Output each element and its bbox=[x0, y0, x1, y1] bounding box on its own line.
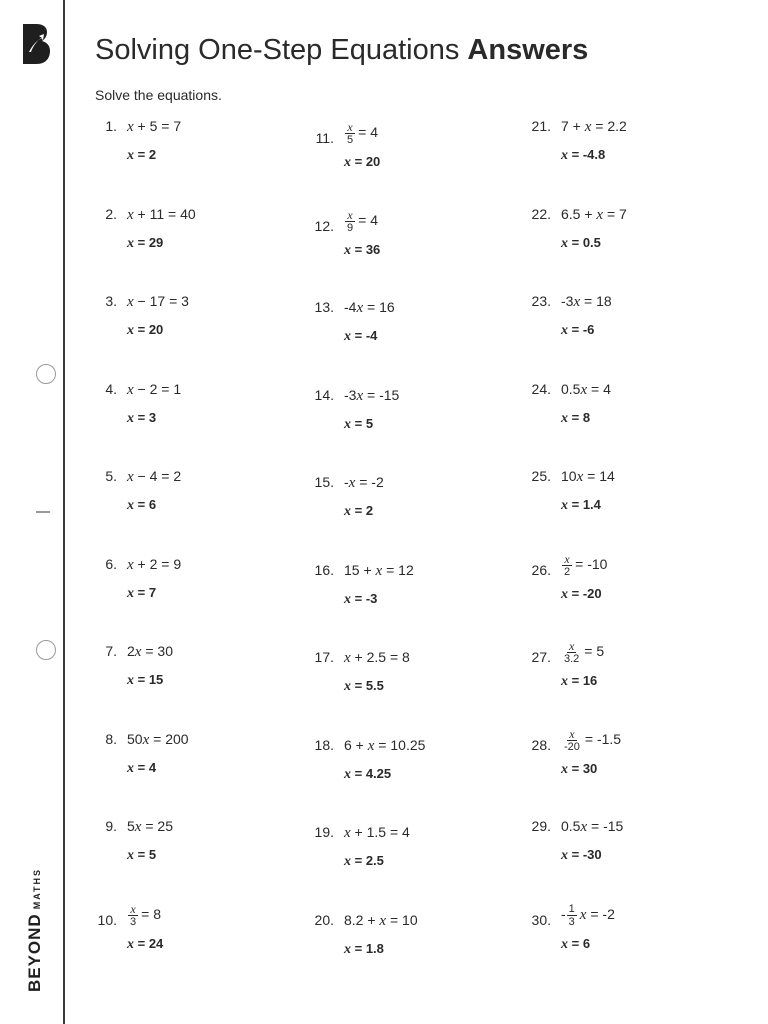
question-equation: -x = -2 bbox=[344, 474, 384, 491]
title-answers: Answers bbox=[467, 34, 589, 66]
question-number: 13. bbox=[314, 299, 334, 315]
question-number: 24. bbox=[531, 380, 551, 397]
question-equation: x + 1.5 = 4 bbox=[344, 824, 410, 841]
question-equation: x + 5 = 7 bbox=[127, 118, 182, 135]
fraction bbox=[562, 728, 582, 753]
question-equation: 5x = 25 bbox=[127, 818, 173, 835]
title-main: Solving One-Step Equations bbox=[95, 34, 460, 66]
question-equation: x − 2 = 1 bbox=[127, 380, 182, 398]
answer: x = 3 bbox=[127, 409, 157, 426]
question-number: 14. bbox=[314, 386, 334, 403]
answer: x = 16 bbox=[561, 673, 598, 689]
answer: x = 24 bbox=[127, 935, 164, 952]
question-number: 27. bbox=[531, 649, 551, 665]
answer: x = 6 bbox=[561, 935, 591, 952]
fraction-denominator: -20 bbox=[564, 740, 580, 753]
answer: x = 8 bbox=[561, 409, 591, 426]
fraction bbox=[345, 121, 355, 146]
binder-hole-bottom bbox=[36, 640, 56, 660]
question-equation: $\frac{x}{5}$ = 4 bbox=[347, 120, 378, 146]
question-number: 26. bbox=[531, 561, 551, 578]
fraction-denominator: 5 bbox=[347, 134, 354, 146]
brand-word-beyond: BEYOND bbox=[25, 913, 44, 993]
question-number: 3. bbox=[105, 293, 117, 309]
question-number: 10. bbox=[97, 911, 117, 928]
question-equation: $\frac{x}{3.2}$ = 5 bbox=[564, 639, 605, 665]
question-number: 15. bbox=[314, 474, 334, 490]
question-number: 11. bbox=[315, 130, 334, 146]
answer: x = -20 bbox=[561, 585, 602, 602]
answer: x = 0.5 bbox=[561, 234, 601, 251]
question-equation: 6 + x = 10.25 bbox=[344, 736, 426, 754]
question-equation: x − 17 = 3 bbox=[127, 293, 189, 310]
binder-hole-top bbox=[36, 364, 56, 384]
question-number: 20. bbox=[314, 911, 334, 928]
question-equation: x − 4 = 2 bbox=[127, 468, 182, 485]
question-number: 4. bbox=[105, 380, 117, 397]
answer: x = 1.8 bbox=[344, 940, 384, 957]
question-equation: 50x = 200 bbox=[127, 730, 189, 748]
fraction bbox=[345, 209, 355, 234]
fraction-denominator: 3 bbox=[568, 915, 575, 928]
question-equation: $\frac{x}{-20}$ = -1.5 bbox=[564, 726, 622, 753]
answer: x = 7 bbox=[127, 584, 157, 601]
answer: x = 2 bbox=[344, 503, 374, 519]
answer: x = -4 bbox=[344, 328, 378, 344]
answer: x = -6 bbox=[561, 322, 595, 338]
question-equation: 6.5 + x = 7 bbox=[561, 205, 627, 223]
fold-mark bbox=[36, 511, 50, 513]
answer: x = -3 bbox=[344, 590, 378, 607]
answer: x = 15 bbox=[127, 672, 164, 688]
question-number: 30. bbox=[531, 911, 551, 928]
question-equation: 15 + x = 12 bbox=[344, 561, 414, 579]
question-equation: x + 2 = 9 bbox=[127, 555, 182, 573]
answer: x = 5 bbox=[344, 415, 374, 432]
question-number: 9. bbox=[105, 818, 117, 834]
margin-line bbox=[63, 0, 65, 1024]
brand-word-maths: MATHS bbox=[32, 867, 42, 910]
question-equation: $\frac{x}{2}$ = -10 bbox=[564, 551, 608, 578]
answer: x = 4.25 bbox=[344, 765, 392, 782]
question-equation: 0.5x = -15 bbox=[561, 818, 624, 835]
answer: x = 5 bbox=[127, 847, 157, 863]
question-number: 12. bbox=[314, 217, 334, 234]
fraction-numerator: x bbox=[564, 551, 570, 566]
fraction-denominator: 9 bbox=[347, 221, 354, 234]
answer: x = 2 bbox=[127, 147, 157, 163]
fraction-numerator: 1 bbox=[568, 902, 575, 915]
fraction-denominator: 3.2 bbox=[564, 653, 580, 665]
question-number: 28. bbox=[531, 736, 551, 753]
question-number: 2. bbox=[105, 205, 117, 222]
answer: x = 29 bbox=[127, 234, 164, 251]
answer: x = -30 bbox=[561, 847, 602, 863]
question-equation: -4x = 16 bbox=[344, 299, 395, 316]
fraction-numerator: x bbox=[347, 120, 353, 134]
fraction-numerator: x bbox=[130, 901, 136, 916]
answer: x = -4.8 bbox=[561, 147, 606, 163]
answer: x = 1.4 bbox=[561, 497, 601, 513]
question-number: 21. bbox=[531, 118, 551, 134]
fraction bbox=[567, 903, 577, 928]
question-number: 7. bbox=[105, 643, 117, 659]
question-number: 23. bbox=[531, 293, 551, 309]
answer: x = 5.5 bbox=[344, 678, 384, 694]
question-number: 16. bbox=[314, 561, 334, 578]
instructions: Solve the equations. bbox=[95, 87, 222, 103]
answer: x = 36 bbox=[344, 241, 381, 258]
answer: x = 20 bbox=[127, 322, 164, 338]
answer: x = 20 bbox=[344, 154, 381, 170]
question-equation: 7 + x = 2.2 bbox=[561, 118, 627, 135]
question-equation: $\frac{x}{3}$ = 8 bbox=[130, 901, 161, 928]
question-equation: 2x = 30 bbox=[127, 643, 173, 660]
answer: x = 6 bbox=[127, 497, 157, 513]
fraction-numerator: x bbox=[347, 207, 353, 222]
question-number: 22. bbox=[531, 205, 551, 222]
answer: x = 30 bbox=[561, 760, 598, 777]
question-number: 29. bbox=[531, 818, 551, 834]
question-equation: - $\frac{1}{3}$ x = -2 bbox=[561, 902, 615, 928]
question-number: 19. bbox=[314, 824, 334, 840]
question-equation: x + 2.5 = 8 bbox=[344, 649, 410, 666]
question-equation: x + 11 = 40 bbox=[127, 205, 196, 223]
fraction-denominator: 3 bbox=[130, 915, 137, 928]
fraction bbox=[562, 553, 572, 578]
question-number: 1. bbox=[105, 118, 117, 134]
beyond-maths-logo-icon bbox=[16, 22, 52, 66]
fraction-numerator: x bbox=[569, 726, 575, 741]
fraction-denominator: 2 bbox=[564, 565, 571, 578]
question-equation: 0.5x = 4 bbox=[561, 380, 611, 398]
fraction bbox=[128, 903, 138, 928]
question-number: 25. bbox=[531, 468, 551, 484]
answer: x = 2.5 bbox=[344, 853, 384, 869]
question-number: 5. bbox=[105, 468, 117, 484]
question-equation: -3x = -15 bbox=[344, 386, 400, 404]
question-number: 18. bbox=[314, 736, 334, 753]
question-equation: 10x = 14 bbox=[561, 468, 615, 485]
question-number: 6. bbox=[105, 555, 117, 572]
page-title bbox=[95, 34, 588, 67]
brand-wordmark bbox=[25, 868, 45, 992]
answer: x = 4 bbox=[127, 759, 157, 776]
question-equation: $\frac{x}{9}$ = 4 bbox=[347, 207, 378, 234]
fraction bbox=[562, 640, 581, 665]
question-number: 8. bbox=[105, 730, 117, 747]
question-equation: 8.2 + x = 10 bbox=[344, 911, 418, 929]
question-equation: -3x = 18 bbox=[561, 293, 612, 310]
fraction-numerator: x bbox=[568, 639, 575, 653]
question-number: 17. bbox=[314, 649, 334, 665]
